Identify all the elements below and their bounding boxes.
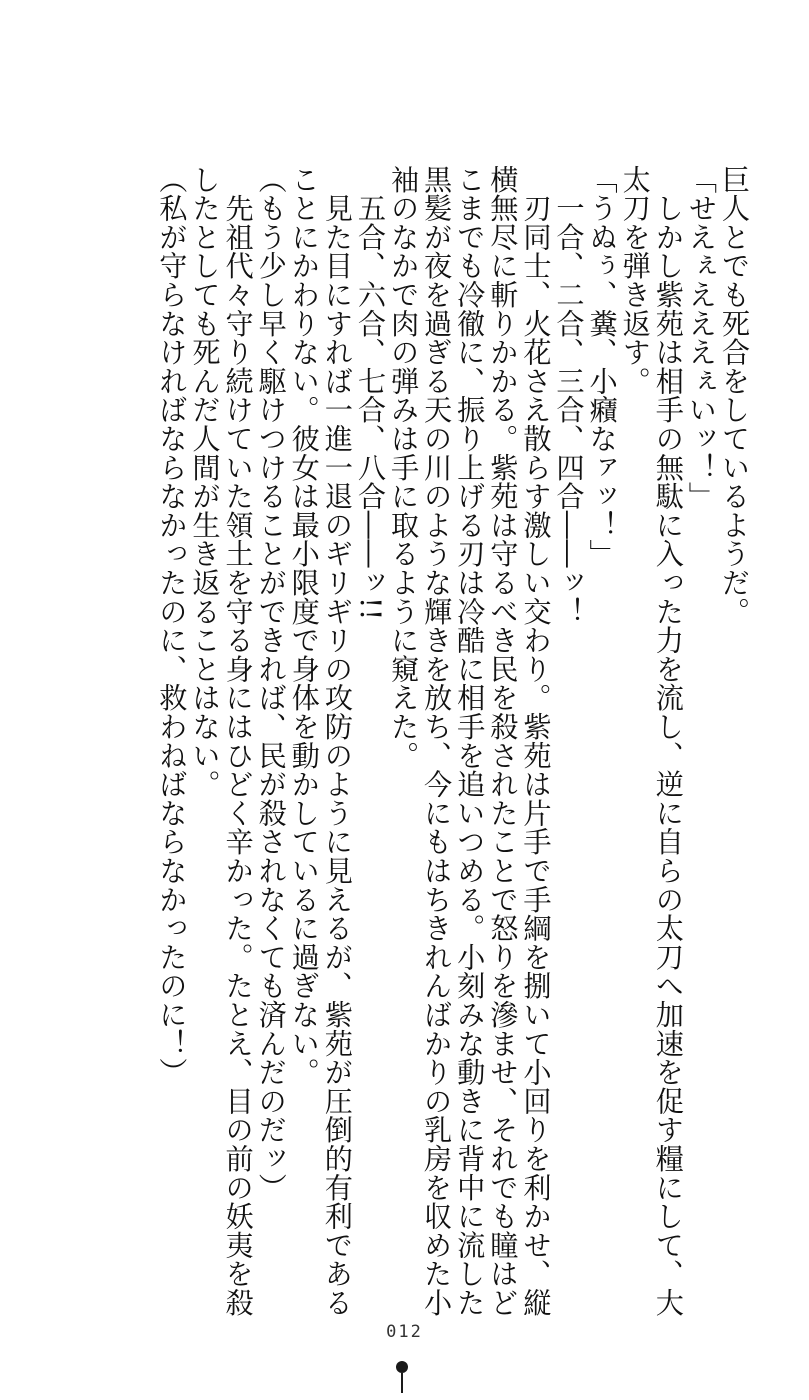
folio-dot-ornament xyxy=(396,1361,408,1373)
text-line: 見た目にすれば一進一退のギリギリの攻防のように見えるが、紫苑が圧倒的有利である xyxy=(320,165,354,1317)
text-line: 黒髪が夜を過ぎる天の川のような輝きを放ち、今にもはちきれんばかりの乳房を収めた小 xyxy=(420,165,454,1317)
text-line: こまでも冷徹に、振り上げる刃は冷酷に相手を追いつめる。小刻みな動きに背中に流した xyxy=(453,165,487,1317)
text-line: しかし紫苑は相手の無駄に入った力を流し、逆に自らの太刀へ加速を促す糧にして、大 xyxy=(651,165,685,1317)
text-line: 「うぬぅ、糞、小癪なァッ！」 xyxy=(585,165,619,569)
page-number: 012 xyxy=(386,1322,423,1342)
text-line: ことにかわりない。彼女は最小限度で身体を動かしているに過ぎない。 xyxy=(287,165,321,1087)
text-line: 巨人とでも死合をしているようだ。 xyxy=(718,165,751,626)
text-line: 一合、二合、三合、四合――ッ！ xyxy=(552,165,586,626)
text-line: （私が守らなければならなかったのに、救わねばならなかったのに！） xyxy=(155,165,189,1087)
text-line: したとしても死んだ人間が生き返ることはない。 xyxy=(188,165,222,799)
vertical-body-text xyxy=(155,165,751,1317)
text-line: 先祖代々守り続けていた領土を守る身にはひどく辛かった。たとえ、目の前の妖夷を殺 xyxy=(221,165,255,1317)
text-line: 太刀を弾き返す。 xyxy=(618,165,652,396)
text-line: 袖のなかで肉の弾みは手に取るように窺えた。 xyxy=(387,165,421,770)
text-line: （もう少し早く駆けつけることができれば、民が殺されなくても済んだのだッ） xyxy=(254,165,288,1202)
text-line: 刃同士、火花さえ散らす激しい交わり。紫苑は片手で手綱を捌いて小回りを利かせ、縦 xyxy=(519,165,553,1317)
text-line: 横無尽に斬りかかる。紫苑は守るべき民を殺されたことで怒りを滲ませ、それでも瞳はど xyxy=(486,165,520,1317)
text-line: 「せえぇえええぇいッ！」 xyxy=(684,165,718,511)
page-footer xyxy=(0,1322,809,1342)
text-line: 五合、六合、七合、八合――ッ!! xyxy=(353,165,387,621)
folio-stem-ornament xyxy=(401,1373,403,1393)
